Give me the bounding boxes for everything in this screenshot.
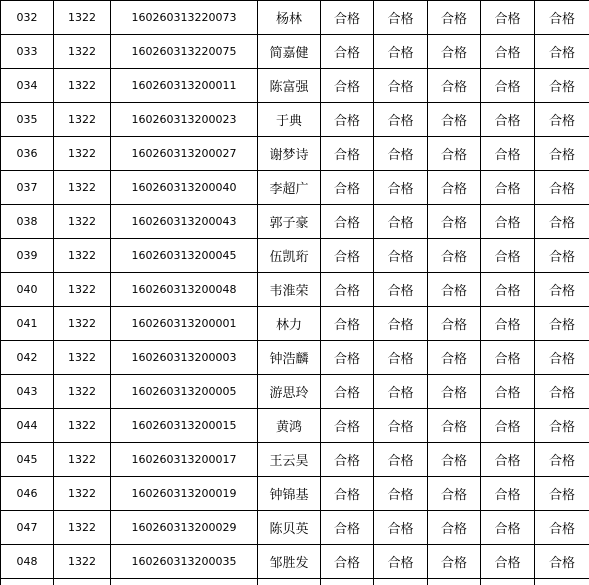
result-cell-4: 合格 [481, 545, 535, 579]
empty-cell [535, 579, 589, 585]
name-cell: 游思玲 [258, 375, 321, 409]
group-cell: 1322 [54, 273, 111, 307]
name-cell: 钟锦基 [258, 477, 321, 511]
row-index-cell: 037 [1, 171, 54, 205]
result-cell-4: 合格 [481, 409, 535, 443]
row-index-cell: 039 [1, 239, 54, 273]
result-cell-5: 合格 [535, 409, 589, 443]
row-index-cell: 040 [1, 273, 54, 307]
table-row [1, 273, 589, 307]
name-cell: 李超广 [258, 171, 321, 205]
exam-number-cell: 160260313200017 [111, 443, 258, 477]
result-cell-4: 合格 [481, 273, 535, 307]
name-cell: 郭子豪 [258, 205, 321, 239]
result-cell-4: 合格 [481, 511, 535, 545]
table-row [1, 375, 589, 409]
name-cell: 钟浩麟 [258, 341, 321, 375]
result-cell-3: 合格 [428, 307, 481, 341]
result-cell-2: 合格 [374, 443, 428, 477]
result-cell-5: 合格 [535, 69, 589, 103]
table-row [1, 103, 589, 137]
result-cell-2: 合格 [374, 511, 428, 545]
group-cell: 1322 [54, 205, 111, 239]
result-cell-2: 合格 [374, 171, 428, 205]
result-cell-1: 合格 [321, 205, 374, 239]
result-cell-4: 合格 [481, 477, 535, 511]
result-cell-4: 合格 [481, 137, 535, 171]
name-cell: 杨林 [258, 1, 321, 35]
name-cell: 陈贝英 [258, 511, 321, 545]
table-row [1, 545, 589, 579]
row-index-cell: 033 [1, 35, 54, 69]
empty-cell [428, 579, 481, 585]
empty-cell [374, 579, 428, 585]
result-cell-1: 合格 [321, 511, 374, 545]
result-cell-4: 合格 [481, 341, 535, 375]
group-cell: 1322 [54, 409, 111, 443]
table-row [1, 443, 589, 477]
table-row-cut-off [1, 579, 589, 585]
result-cell-3: 合格 [428, 103, 481, 137]
result-cell-2: 合格 [374, 35, 428, 69]
row-index-cell: 045 [1, 443, 54, 477]
result-cell-4: 合格 [481, 35, 535, 69]
result-cell-2: 合格 [374, 409, 428, 443]
exam-number-cell: 160260313200005 [111, 375, 258, 409]
exam-number-cell: 160260313200019 [111, 477, 258, 511]
result-cell-2: 合格 [374, 1, 428, 35]
exam-number-cell: 160260313200048 [111, 273, 258, 307]
row-index-cell: 036 [1, 137, 54, 171]
result-cell-1: 合格 [321, 443, 374, 477]
result-cell-2: 合格 [374, 137, 428, 171]
table-row [1, 341, 589, 375]
group-cell: 1322 [54, 511, 111, 545]
result-cell-1: 合格 [321, 341, 374, 375]
result-cell-4: 合格 [481, 375, 535, 409]
result-cell-3: 合格 [428, 443, 481, 477]
result-cell-3: 合格 [428, 273, 481, 307]
result-cell-4: 合格 [481, 1, 535, 35]
result-cell-4: 合格 [481, 69, 535, 103]
name-cell: 韦淮荣 [258, 273, 321, 307]
result-cell-1: 合格 [321, 375, 374, 409]
row-index-cell: 032 [1, 1, 54, 35]
row-index-cell: 042 [1, 341, 54, 375]
result-cell-1: 合格 [321, 103, 374, 137]
result-cell-1: 合格 [321, 1, 374, 35]
table-row [1, 1, 589, 35]
table-row [1, 239, 589, 273]
name-cell: 王云昊 [258, 443, 321, 477]
result-cell-5: 合格 [535, 239, 589, 273]
result-cell-2: 合格 [374, 307, 428, 341]
exam-number-cell: 160260313200043 [111, 205, 258, 239]
exam-number-cell: 160260313220073 [111, 1, 258, 35]
empty-cell [321, 579, 374, 585]
result-cell-5: 合格 [535, 171, 589, 205]
group-cell: 1322 [54, 1, 111, 35]
row-index-cell: 047 [1, 511, 54, 545]
result-cell-5: 合格 [535, 375, 589, 409]
result-cell-3: 合格 [428, 239, 481, 273]
table-row [1, 477, 589, 511]
result-cell-2: 合格 [374, 477, 428, 511]
result-cell-5: 合格 [535, 341, 589, 375]
result-cell-4: 合格 [481, 205, 535, 239]
exam-number-cell: 160260313220075 [111, 35, 258, 69]
group-cell: 1322 [54, 103, 111, 137]
exam-number-cell: 160260313200011 [111, 69, 258, 103]
result-cell-5: 合格 [535, 307, 589, 341]
result-cell-1: 合格 [321, 69, 374, 103]
result-cell-3: 合格 [428, 511, 481, 545]
result-cell-1: 合格 [321, 137, 374, 171]
row-index-cell: 048 [1, 545, 54, 579]
name-cell: 于典 [258, 103, 321, 137]
result-cell-5: 合格 [535, 137, 589, 171]
group-cell: 1322 [54, 375, 111, 409]
empty-cell [54, 579, 111, 585]
group-cell: 1322 [54, 137, 111, 171]
row-index-cell: 035 [1, 103, 54, 137]
group-cell: 1322 [54, 171, 111, 205]
result-cell-1: 合格 [321, 171, 374, 205]
result-cell-3: 合格 [428, 375, 481, 409]
result-cell-1: 合格 [321, 239, 374, 273]
result-cell-2: 合格 [374, 239, 428, 273]
result-cell-3: 合格 [428, 1, 481, 35]
name-cell: 林力 [258, 307, 321, 341]
result-cell-5: 合格 [535, 1, 589, 35]
result-cell-3: 合格 [428, 137, 481, 171]
result-cell-4: 合格 [481, 443, 535, 477]
name-cell: 黄鸿 [258, 409, 321, 443]
table-row [1, 35, 589, 69]
exam-number-cell: 160260313200015 [111, 409, 258, 443]
exam-number-cell: 160260313200040 [111, 171, 258, 205]
exam-number-cell: 160260313200023 [111, 103, 258, 137]
result-cell-4: 合格 [481, 307, 535, 341]
name-cell: 邹胜发 [258, 545, 321, 579]
result-cell-5: 合格 [535, 443, 589, 477]
result-cell-3: 合格 [428, 69, 481, 103]
empty-cell [111, 579, 258, 585]
result-cell-5: 合格 [535, 477, 589, 511]
result-cell-5: 合格 [535, 35, 589, 69]
result-cell-4: 合格 [481, 171, 535, 205]
result-cell-3: 合格 [428, 341, 481, 375]
result-cell-1: 合格 [321, 409, 374, 443]
exam-number-cell: 160260313200001 [111, 307, 258, 341]
result-cell-3: 合格 [428, 409, 481, 443]
result-cell-1: 合格 [321, 35, 374, 69]
result-cell-1: 合格 [321, 477, 374, 511]
empty-cell [481, 579, 535, 585]
row-index-cell: 044 [1, 409, 54, 443]
result-cell-3: 合格 [428, 205, 481, 239]
row-index-cell: 046 [1, 477, 54, 511]
exam-number-cell: 160260313200035 [111, 545, 258, 579]
exam-number-cell: 160260313200029 [111, 511, 258, 545]
table-row [1, 307, 589, 341]
result-cell-3: 合格 [428, 545, 481, 579]
table-row [1, 409, 589, 443]
row-index-cell: 043 [1, 375, 54, 409]
result-cell-1: 合格 [321, 545, 374, 579]
group-cell: 1322 [54, 341, 111, 375]
table-row [1, 69, 589, 103]
result-cell-2: 合格 [374, 273, 428, 307]
group-cell: 1322 [54, 239, 111, 273]
exam-number-cell: 160260313200027 [111, 137, 258, 171]
group-cell: 1322 [54, 477, 111, 511]
row-index-cell: 041 [1, 307, 54, 341]
table-row [1, 205, 589, 239]
result-cell-5: 合格 [535, 511, 589, 545]
result-cell-5: 合格 [535, 103, 589, 137]
result-cell-3: 合格 [428, 35, 481, 69]
table-row [1, 171, 589, 205]
result-cell-5: 合格 [535, 273, 589, 307]
result-cell-2: 合格 [374, 103, 428, 137]
table-body [1, 1, 589, 585]
group-cell: 1322 [54, 35, 111, 69]
exam-number-cell: 160260313200003 [111, 341, 258, 375]
name-cell: 简嘉健 [258, 35, 321, 69]
result-cell-2: 合格 [374, 375, 428, 409]
result-cell-2: 合格 [374, 205, 428, 239]
group-cell: 1322 [54, 69, 111, 103]
empty-cell [258, 579, 321, 585]
result-cell-2: 合格 [374, 545, 428, 579]
row-index-cell: 034 [1, 69, 54, 103]
row-index-cell: 038 [1, 205, 54, 239]
group-cell: 1322 [54, 545, 111, 579]
group-cell: 1322 [54, 307, 111, 341]
name-cell: 谢梦诗 [258, 137, 321, 171]
table-row [1, 137, 589, 171]
result-cell-5: 合格 [535, 545, 589, 579]
result-cell-1: 合格 [321, 307, 374, 341]
empty-cell [1, 579, 54, 585]
group-cell: 1322 [54, 443, 111, 477]
result-cell-2: 合格 [374, 69, 428, 103]
result-cell-4: 合格 [481, 103, 535, 137]
result-cell-5: 合格 [535, 205, 589, 239]
result-cell-3: 合格 [428, 171, 481, 205]
result-cell-1: 合格 [321, 273, 374, 307]
result-cell-3: 合格 [428, 477, 481, 511]
table-row [1, 511, 589, 545]
name-cell: 伍凯珩 [258, 239, 321, 273]
name-cell: 陈富强 [258, 69, 321, 103]
result-cell-4: 合格 [481, 239, 535, 273]
exam-number-cell: 160260313200045 [111, 239, 258, 273]
result-cell-2: 合格 [374, 341, 428, 375]
